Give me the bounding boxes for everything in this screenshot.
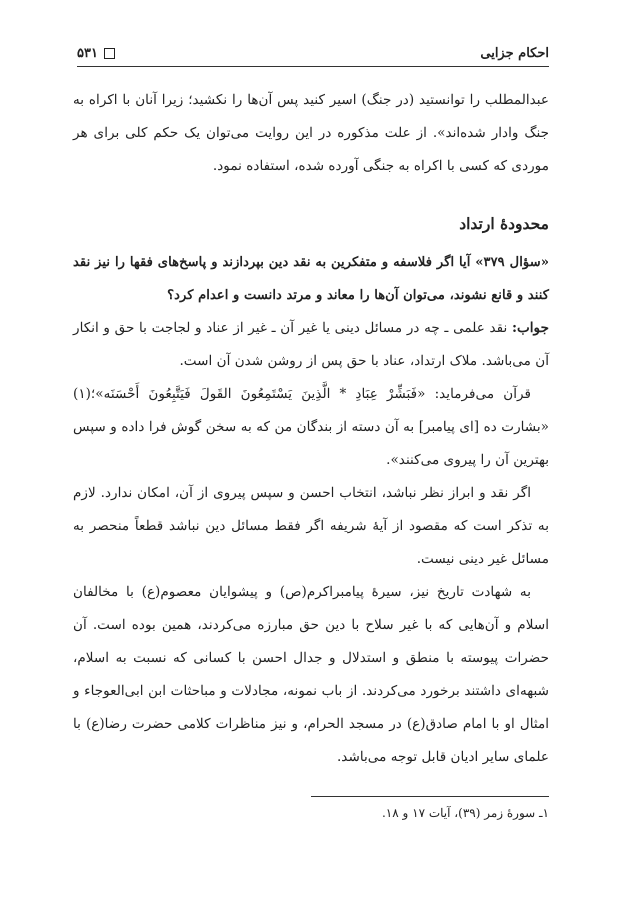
quran-paragraph: قرآن می‌فرماید: «فَبَشِّرْ عِبَادِ * الَّذِينَ يَسْتَمِعُونَ القَولَ فَيَتَّبِعُونَ أَحْسَنَه»؛(۱) «بشارت ده [ای پیامبر] به آن دسته از بندگان من که به سخن گوش فرا داده و سپس بهترین آن را پیروی می‌کنند».: [73, 386, 549, 468]
answer-label: جواب:: [511, 320, 549, 336]
square-ornament-icon: [104, 48, 115, 59]
section-title: محدودهٔ ارتداد: [459, 214, 549, 233]
running-title: احکام جزایی: [480, 45, 549, 61]
history-paragraph: به شهادت تاریخ نیز، سیرهٔ پیامبراکرم(ص) و پیشوایان معصوم(ع) با مخالفان اسلام و آن‌هایی که با غیر سلاح با دین حق مبارزه می‌کردند، همین بوده است. آن حضرات پیوسته با منطق و استدلال و جدال احسن با کسانی که نسبت به اسلام، شبهه‌ای داشتند برخورد می‌کردند. از باب نمونه، مجادلات و مباحثات ابن ابی‌العوجاء و امثال او با امام صادق(ع) در مسجد الحرام، و نیز مناظرات کلامی حضرت رضا(ع) با علمای سایر ادیان قابل توجه می‌باشد.: [73, 584, 549, 765]
intro-paragraph: عبدالمطلب را توانستید (در جنگ) اسیر کنید پس آن‌ها را نکشید؛ زیرا آنان با اکراه به جنگ وادار شده‌اند». از علت مذکوره در این روایت می‌توان یک حکم کلی برای هر موردی که کسی با اکراه به جنگی آورده شده، استفاده نمود.: [73, 92, 549, 174]
question-paragraph: «سؤال ۳۷۹» آیا اگر فلاسفه و متفکرین به نقد دین بپردازند و پاسخ‌های فقها را نیز نقد کنند و قانع نشوند، می‌توان آن‌ها را معاند و مرتد دانست و اعدام کرد؟: [73, 255, 549, 303]
footnote: ۱ـ سورهٔ زمر (۳۹)، آیات ۱۷ و ۱۸.: [381, 806, 549, 820]
footnote-divider: [311, 796, 549, 797]
page-number-group: [77, 46, 115, 61]
page-header: [77, 42, 549, 64]
critique-paragraph: اگر نقد و ابراز نظر نباشد، انتخاب احسن و سپس پیروی از آن، امکان ندارد. لازم به تذکر است که مقصود از آیهٔ شریفه اگر فقط مسائل دین نباشد قطعاً منحصر به مسائل غیر دینی نیست.: [73, 485, 549, 567]
answer-text: نقد علمی ـ چه در مسائل دینی یا غیر آن ـ غیر از عناد و لجاجت با حق و انکار آن می‌باشد. ملاک ارتداد، عناد با حق پس از روشن شدن آن است.: [73, 320, 549, 369]
page-number: ۵۳۱: [77, 45, 98, 61]
header-divider: [77, 66, 549, 67]
answer-paragraph: [73, 312, 549, 378]
page-body: [73, 84, 549, 774]
